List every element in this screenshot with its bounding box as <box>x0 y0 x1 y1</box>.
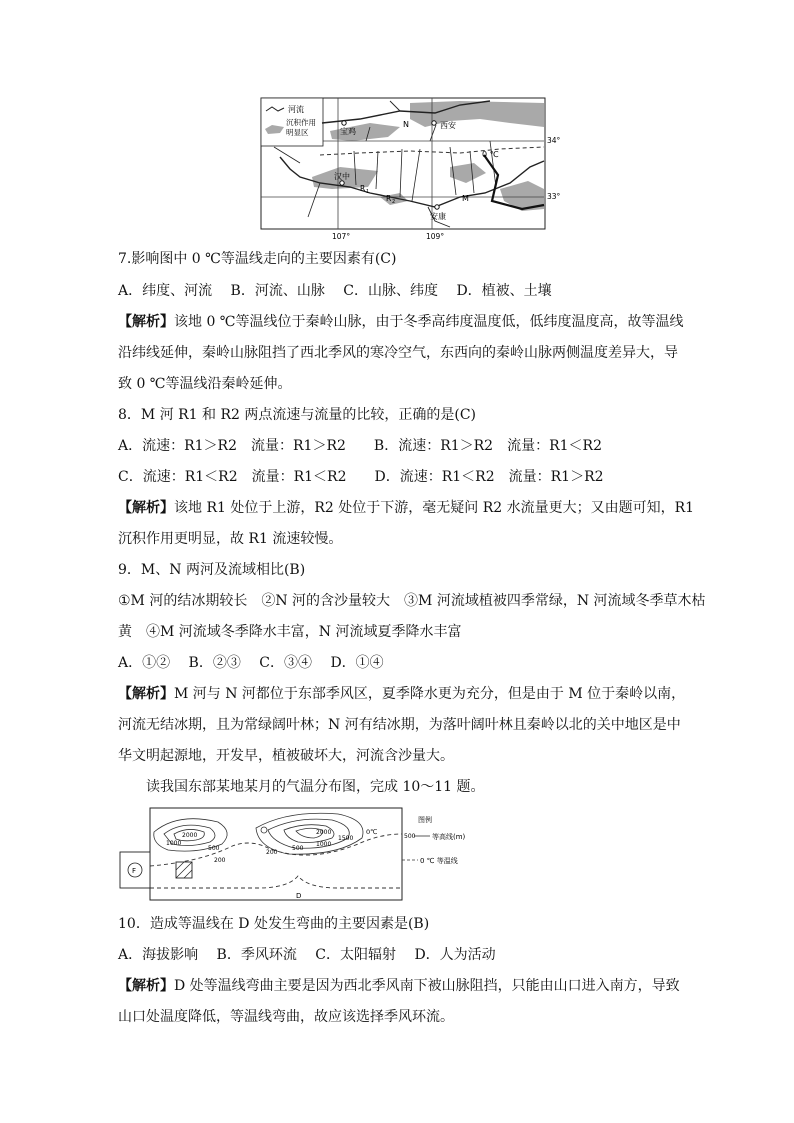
section-intro: 读我国东部某地某月的气温分布图，完成 10～11 题。 <box>146 779 485 795</box>
legend-river: 河流 <box>288 105 304 114</box>
q10-question: 10．造成等温线在 D 处发生弯曲的主要因素是(B) <box>118 916 430 932</box>
q8-analysis-line-2: 沉积作用更明显，故 R1 流速较慢。 <box>118 531 343 547</box>
label-N: N <box>403 120 409 129</box>
contour-label: 500 <box>292 845 304 852</box>
q8-analysis-text: 该地 R1 处位于上游，R2 处位于下游，毫无疑问 R2 水流量更大；又由题可知，R1 <box>174 500 695 516</box>
q10-analysis-line-2: 山口处温度降低，等温线弯曲，故应该选择季风环流。 <box>118 1009 454 1025</box>
q9-analysis-line-1 <box>118 684 685 704</box>
q10-analysis-line-1 <box>118 976 680 996</box>
map2-legend-title: 图例 <box>418 816 432 824</box>
analysis-tag: 【解析】 <box>118 500 174 516</box>
place-ankang: 安康 <box>430 212 446 221</box>
map2-label-F: F <box>132 867 137 875</box>
q7-analysis-line-2: 沿纬线延伸，秦岭山脉阻挡了西北季风的寒冷空气，东西向的秦岭山脉两侧温度差异大，导 <box>118 345 678 361</box>
q9-question: 9．M、N 两河及流域相比(B) <box>118 562 306 578</box>
q9-analysis-line-2: 河流无结冰期，且为常绿阔叶林；N 河有结冰期，为落叶阔叶林且秦岭以北的关中地区是中 <box>118 717 681 733</box>
q7-options: A．纬度、河流 B．河流、山脉 C．山脉、纬度 D．植被、土壤 <box>118 283 552 299</box>
analysis-tag: 【解析】 <box>118 314 174 330</box>
q8-options-1: A．流速：R1＞R2 流量：R1＞R2 B．流速：R1＞R2 流量：R1＜R2 <box>118 438 602 454</box>
place-baoji: 宝鸡 <box>340 127 356 136</box>
legend-sediment-2: 明显区 <box>286 128 309 137</box>
q10-analysis-text: D 处等温线弯曲主要是因为西北季风南下被山脉阻挡，只能由山口进入南方，导致 <box>174 978 680 994</box>
label-R2: R <box>386 194 392 203</box>
q9-analysis-text: M 河与 N 河都位于东部季风区，夏季降水更为充分，但是由于 M 位于秦岭以南， <box>174 686 686 702</box>
lon-109: 109° <box>426 232 445 241</box>
place-xian: 西安 <box>440 121 456 130</box>
q7-question: 7.影响图中 0 ℃等温线走向的主要因素有(C) <box>118 251 397 267</box>
contour-label: 2000 <box>182 832 198 839</box>
qinling-map <box>260 97 560 245</box>
q7-analysis-line-3: 致 0 ℃等温线沿秦岭延伸。 <box>118 376 292 392</box>
contour-label: 500 <box>208 845 220 852</box>
label-R1-sub: 1 <box>366 189 370 195</box>
q7-analysis-line-1 <box>118 312 683 332</box>
q9-statements-2: 黄 ④M 河流域冬季降水丰富，N 河流域夏季降水丰富 <box>118 624 462 640</box>
lat-33: 33° <box>547 192 560 201</box>
temperature-map <box>118 804 488 904</box>
label-R2-sub: 2 <box>392 199 396 205</box>
map2-legend-contour-val: 500 <box>404 833 416 840</box>
label-M: M <box>462 194 469 203</box>
q9-options: A．①② B．②③ C．③④ D．①④ <box>118 655 384 671</box>
q7-analysis-text: 该地 0 ℃等温线位于秦岭山脉，由于冬季高纬度温度低，低纬度温度高，故等温线 <box>174 314 684 330</box>
lat-34: 34° <box>547 136 560 145</box>
map2-legend-contour: 等高线(m) <box>432 833 466 841</box>
contour-label: 2000 <box>316 829 332 836</box>
contour-label: 200 <box>214 857 226 864</box>
map2-legend-isotherm: 0 ℃ 等温线 <box>420 857 458 865</box>
map2-label-D: D <box>296 892 302 900</box>
q8-options-2: C．流速：R1＜R2 流量：R1＜R2 D．流速：R1＜R2 流量：R1＞R2 <box>118 469 604 485</box>
contour-label: 1000 <box>316 841 332 848</box>
q10-options: A．海拔影响 B．季风环流 C．太阳辐射 D．人为活动 <box>118 947 496 963</box>
q9-analysis-line-3: 华文明起源地，开发早，植被破坏大，河流含沙量大。 <box>118 748 454 764</box>
isotherm-label: 0 ℃ <box>482 150 499 159</box>
label-R1: R <box>360 184 366 193</box>
contour-label: 1000 <box>166 840 182 847</box>
contour-label: 200 <box>266 849 278 856</box>
map2-isotherm-label: 0℃ <box>366 828 378 836</box>
contour-label: 1500 <box>338 835 354 842</box>
q9-statements-1: ①M 河的结冰期较长 ②N 河的含沙量较大 ③M 河流域植被四季常绿，N 河流域冬季草木枯 <box>118 593 706 609</box>
q8-analysis-line-1 <box>118 498 694 518</box>
lon-107: 107° <box>332 232 351 241</box>
analysis-tag: 【解析】 <box>118 978 174 994</box>
place-hanzhong: 汉中 <box>334 172 350 181</box>
q8-question: 8．M 河 R1 和 R2 两点流速与流量的比较，正确的是(C) <box>118 407 477 423</box>
analysis-tag: 【解析】 <box>118 686 174 702</box>
legend-sediment: 沉积作用 <box>286 118 316 127</box>
